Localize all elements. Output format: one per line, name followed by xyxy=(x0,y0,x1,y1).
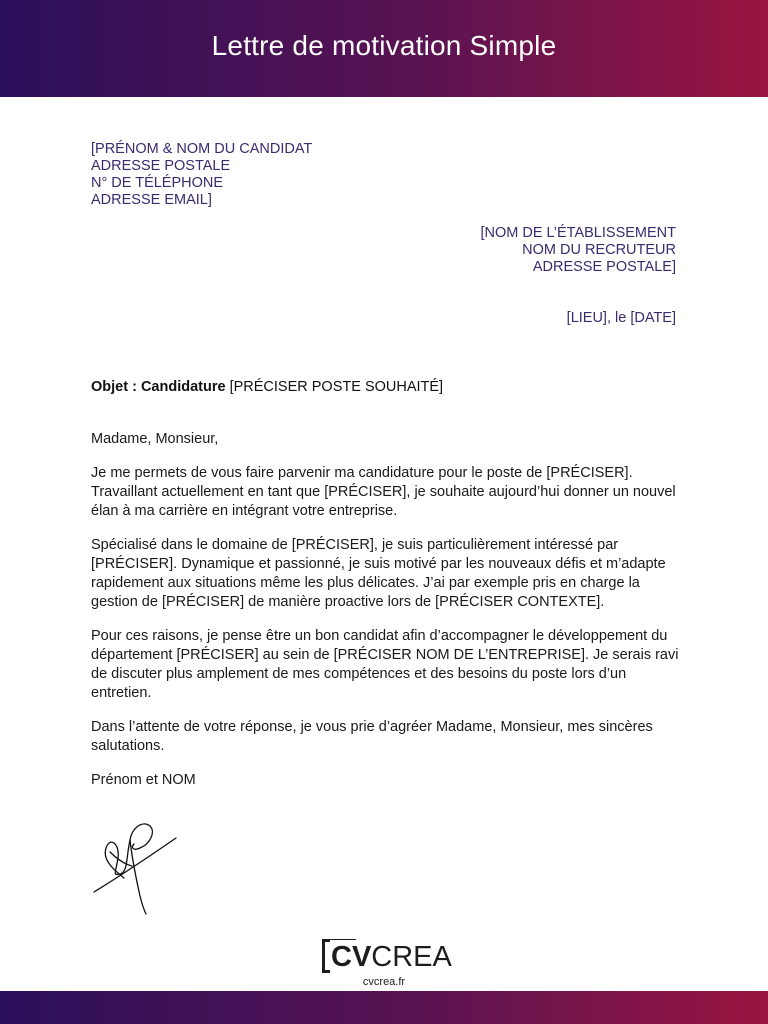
body-paragraph: Spécialisé dans le domaine de [PRÉCISER], je suis particulièrement intéressé par [PRÉCISER]. Dynamique et passionné, je suis motivé par les nouveaux défis et m’adapte rapidement aux situations même les plus délicates. J’ai par exemple pris en charge la gestion de [PRÉCISER] de manière proactive lors de [PRÉCISER CONTEXTE]. xyxy=(91,537,666,610)
sender-name-line: [PRÉNOM & NOM DU CANDIDAT xyxy=(91,141,313,157)
recipient-recruiter-line: NOM DU RECRUTEUR xyxy=(522,242,676,258)
header-banner xyxy=(0,0,768,97)
website-url: cvcrea.fr xyxy=(362,976,406,988)
footer-banner xyxy=(0,991,768,1024)
recipient-postal-line: ADRESSE POSTALE] xyxy=(532,259,676,275)
closing-paragraph: Dans l’attente de votre réponse, je vous prie d’agréer Madame, Monsieur, mes sincères salutations. xyxy=(91,719,653,754)
page-title: Lettre de motivation Simple xyxy=(211,29,557,61)
subject-label: Objet : Candidature xyxy=(91,379,226,395)
subject-line xyxy=(91,379,443,395)
logo-cv: CV xyxy=(331,941,372,973)
subject-value: [PRÉCISER POSTE SOUHAITÉ] xyxy=(225,379,444,395)
place-date: [LIEU], le [DATE] xyxy=(566,310,676,326)
letter-body xyxy=(91,430,681,805)
body-paragraph: Je me permets de vous faire parvenir ma candidature pour le poste de [PRÉCISER]. Travaillant actuellement en tant que [PRÉCISER], je souhaite aujourd’hui donner un nouvel élan à ma carrière en intégrant votre entreprise. xyxy=(91,465,676,519)
handwritten-signature xyxy=(90,818,182,916)
recipient-company-line: [NOM DE L’ÉTABLISSEMENT xyxy=(480,225,676,241)
signature-name: Prénom et NOM xyxy=(91,772,196,788)
logo-wordmark xyxy=(330,940,452,974)
sender-email-line: ADRESSE EMAIL] xyxy=(91,192,212,208)
logo-crea: CREA xyxy=(371,941,452,973)
sender-address-block xyxy=(91,141,312,209)
sender-phone-line: N° DE TÉLÉPHONE xyxy=(91,175,224,191)
cvcrea-logo xyxy=(322,939,452,977)
recipient-address-block xyxy=(480,225,676,276)
greeting: Madame, Monsieur, xyxy=(91,431,219,447)
body-paragraph: Pour ces raisons, je pense être un bon candidat afin d’accompagner le développement du département [PRÉCISER] au sein de [PRÉCISER NOM DE L’ENTREPRISE]. Je serais ravi de discuter plus amplement de mes compétences et des besoins du poste lors d’un entretien. xyxy=(91,628,679,701)
sender-postal-line: ADRESSE POSTALE xyxy=(91,158,231,174)
